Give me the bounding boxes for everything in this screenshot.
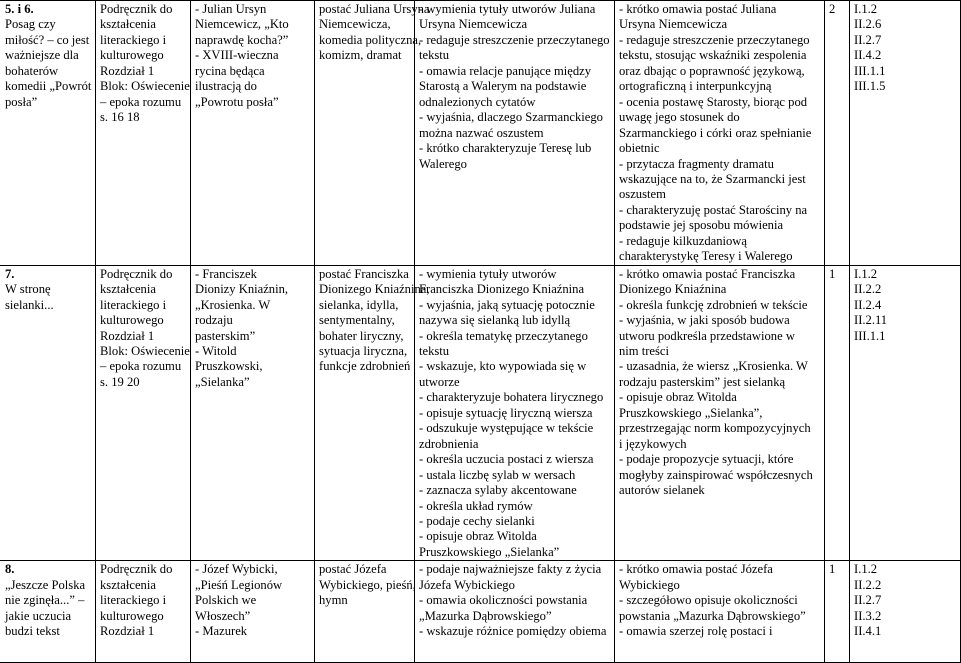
textbook-line: Podręcznik do (100, 266, 173, 281)
basic-requirements-line: „Mazurka Dąbrowskiego” (419, 608, 552, 623)
content-line: komedia polityczna, (319, 32, 422, 47)
lesson-line: budzi tekst (5, 624, 60, 639)
basic-requirements-line: zdrobnienia (419, 436, 479, 451)
extended-requirements-line: powstania „Mazurka Dąbrowskiego” (619, 608, 806, 623)
basic-requirements-line: - omawia okoliczności powstania (419, 593, 588, 608)
textbook-line: Podręcznik do (100, 562, 173, 577)
basic-requirements-line: tekstu (419, 48, 450, 63)
basic-requirements-line: - redaguje streszczenie przeczytanego (419, 32, 610, 47)
textbook-line: Blok: Oświecenie (100, 79, 190, 94)
materials-line: Dionizy Kniaźnin, (195, 282, 289, 297)
lesson-line: bohaterów (5, 63, 59, 78)
standards-line: II.2.4 (854, 297, 882, 312)
basic-requirements-cell (415, 265, 615, 561)
extended-requirements-line: uwagę jego stosunek do (619, 110, 740, 125)
basic-requirements-line: - określa tematykę przeczytanego (419, 328, 588, 343)
textbook-line: kształcenia (100, 17, 156, 32)
materials-line: - Józef Wybicki, (195, 562, 278, 577)
extended-requirements-line: mogłyby zainspirować współczesnych (619, 467, 813, 482)
textbook-line: kulturowego (100, 48, 164, 63)
basic-requirements-line: - wymienia tytuły utworów (419, 266, 557, 281)
content-line: Wybickiego, pieśń, (319, 577, 416, 592)
extended-requirements-line: charakterystykę Teresy i Walerego (619, 249, 793, 264)
basic-requirements-line: - podaje cechy sielanki (419, 513, 535, 528)
materials-line: „Sielanka” (195, 374, 250, 389)
extended-requirements-line: - krótko omawia postać Józefa (619, 562, 773, 577)
basic-requirements-line: Józefa Wybickiego (419, 577, 515, 592)
standards-line: I.1.2 (854, 2, 878, 16)
basic-requirements-line: odnalezionych cytatów (419, 94, 536, 109)
extended-requirements-line: - uzasadnia, że wiersz „Krosienka. W (619, 359, 808, 374)
textbook-line: Rozdział 1 (100, 624, 155, 639)
extended-requirements-line: rodzaju pasterskim” jest sielanką (619, 374, 786, 389)
basic-requirements-line: - wyjaśnia, jaką sytuację potocznie (419, 297, 595, 312)
basic-requirements-line: - wskazuje, kto wypowiada się w (419, 359, 587, 374)
standards-line: II.2.2 (854, 577, 882, 592)
basic-requirements-line: - omawia relacje panujące między (419, 63, 592, 78)
standards-cell (850, 1, 961, 266)
extended-requirements-cell (615, 561, 825, 663)
materials-line: naprawdę kocha?” (195, 32, 289, 47)
materials-line: „Powrotu posła” (195, 94, 279, 109)
materials-line: Niemcewicz, „Kto (195, 17, 289, 32)
basic-requirements-line: - odszukuje występujące w tekście (419, 421, 594, 436)
extended-requirements-line: Pruszkowskiego „Sielanka”, (619, 405, 763, 420)
basic-requirements-line: - krótko charakteryzuje Teresę lub (419, 141, 592, 156)
materials-line: - XVIII-wieczna (195, 48, 279, 63)
standards-line: II.2.7 (854, 32, 882, 47)
textbook-line: – epoka rozumu (100, 94, 182, 109)
materials-line: - Franciszek (195, 266, 257, 281)
basic-requirements-line: można nazwać oszustem (419, 125, 544, 140)
lesson-line: 5. i 6. (5, 2, 34, 16)
lesson-line: nie zginęła...” – (5, 593, 85, 608)
basic-requirements-line: - charakteryzuje bohatera lirycznego (419, 390, 604, 405)
content-cell (315, 1, 430, 266)
standards-line: II.3.2 (854, 608, 882, 623)
textbook-line: kulturowego (100, 608, 164, 623)
standards-cell (850, 561, 961, 663)
content-line: postać Juliana Ursyna (319, 2, 430, 16)
content-line: postać Józefa (319, 562, 387, 577)
standards-line: III.1.1 (854, 63, 886, 78)
textbook-cell (96, 265, 191, 561)
basic-requirements-line: Starostą a Walerym na podstawie (419, 79, 587, 94)
lesson-line: miłość? – co jest (5, 32, 90, 47)
basic-requirements-cell (415, 1, 615, 266)
basic-requirements-line: Franciszka Dionizego Kniaźnina (419, 282, 585, 297)
extended-requirements-line: podstawie jej sposobu mówienia (619, 218, 784, 233)
extended-requirements-line: obietnic (619, 141, 660, 156)
basic-requirements-line: - opisuje obraz Witolda (419, 529, 537, 544)
content-line: sytuacja liryczna, (319, 343, 408, 358)
materials-line: rodzaju (195, 313, 233, 328)
table-row (0, 1, 961, 266)
extended-requirements-line: - podaje propozycje sytuacji, które (619, 452, 794, 467)
extended-requirements-line: - krótko omawia postać Franciszka (619, 266, 796, 281)
materials-line: Włoszech” (195, 608, 251, 623)
extended-requirements-line: - przytacza fragmenty dramatu (619, 156, 774, 171)
content-line: Niemcewicza, (319, 17, 391, 32)
basic-requirements-line: - opisuje sytuację liryczną wiersza (419, 405, 593, 420)
content-line: funkcje zdrobnień (319, 359, 411, 374)
materials-line: Polskich we (195, 593, 257, 608)
extended-requirements-line: utworu podkreśla przedstawione w (619, 328, 795, 343)
extended-requirements-line: - krótko omawia postać Juliana (619, 2, 777, 16)
textbook-line: kształcenia (100, 282, 156, 297)
textbook-line: literackiego i (100, 297, 167, 312)
basic-requirements-line: - określa układ rymów (419, 498, 533, 513)
standards-line: I.1.2 (854, 266, 878, 281)
basic-requirements-line: - określa uczucia postaci z wiersza (419, 452, 594, 467)
basic-requirements-line: nazywa się sielanką lub idyllą (419, 313, 571, 328)
extended-requirements-line: - redaguje kilkuzdaniową (619, 233, 747, 248)
textbook-line: kulturowego (100, 313, 164, 328)
extended-requirements-cell (615, 1, 825, 266)
extended-requirements-cell (615, 265, 825, 561)
extended-requirements-line: Wybickiego (619, 577, 680, 592)
basic-requirements-line: utworze (419, 374, 460, 389)
basic-requirements-line: - podaje najważniejsze fakty z życia (419, 562, 602, 577)
extended-requirements-line: oszustem (619, 187, 666, 202)
standards-line: II.2.2 (854, 282, 882, 297)
textbook-line: s. 19 20 (100, 374, 140, 389)
lesson-line: 8. (5, 562, 15, 577)
materials-line: Pruszkowski, (195, 359, 263, 374)
content-line: Dionizego Kniaźnina, (319, 282, 430, 297)
extended-requirements-line: nim treści (619, 343, 670, 358)
extended-requirements-line: Dionizego Kniaźnina (619, 282, 727, 297)
materials-line: ilustracją do (195, 79, 257, 94)
textbook-line: Rozdział 1 (100, 328, 155, 343)
textbook-line: s. 16 18 (100, 110, 140, 125)
content-line: hymn (319, 593, 348, 608)
textbook-cell (96, 561, 191, 663)
basic-requirements-line: Walerego (419, 156, 467, 171)
materials-line: pasterskim” (195, 328, 256, 343)
lesson-line: posła” (5, 94, 38, 109)
standards-line: II.4.1 (854, 624, 882, 639)
content-line: komizm, dramat (319, 48, 402, 63)
lesson-line: ważniejsze dla (5, 48, 79, 63)
basic-requirements-line: - wymienia tytuły utworów Juliana (419, 2, 596, 16)
extended-requirements-line: - wyjaśnia, w jaki sposób budowa (619, 313, 790, 328)
materials-line: - Witold (195, 343, 237, 358)
textbook-line: Rozdział 1 (100, 63, 155, 78)
table-row (0, 265, 961, 561)
extended-requirements-line: ortograficzną i interpunkcyjną (619, 79, 772, 94)
lesson-line: sielanki... (5, 297, 54, 312)
textbook-line: Blok: Oświecenie (100, 343, 190, 358)
materials-line: „Krosienka. W (195, 297, 271, 312)
standards-line: III.1.1 (854, 328, 886, 343)
standards-line: III.1.5 (854, 79, 886, 94)
basic-requirements-line: tekstu (419, 343, 450, 358)
standards-line: II.2.11 (854, 313, 888, 328)
extended-requirements-line: Ursyna Niemcewicza (619, 17, 728, 32)
extended-requirements-line: - szczegółowo opisuje okoliczności (619, 593, 798, 608)
materials-line: „Pieśń Legionów (195, 577, 283, 592)
extended-requirements-line: wskazujące na to, że Szarmancki jest (619, 171, 806, 186)
textbook-line: kształcenia (100, 577, 156, 592)
textbook-line: literackiego i (100, 593, 167, 608)
extended-requirements-line: przestrzegając norm kompozycyjnych (619, 421, 811, 436)
standards-line: II.2.6 (854, 17, 882, 32)
extended-requirements-line: tekstu, stosując wskaźniki zespolenia (619, 48, 807, 63)
hours-line: 2 (829, 2, 836, 16)
textbook-line: Podręcznik do (100, 2, 173, 16)
materials-line: - Mazurek (195, 624, 248, 639)
content-cell (315, 561, 415, 663)
standards-line: II.2.7 (854, 593, 882, 608)
textbook-line: literackiego i (100, 32, 167, 47)
lesson-line: komedii „Powrót (5, 79, 92, 94)
basic-requirements-line: - wyjaśnia, dlaczego Szarmanckiego (419, 110, 603, 125)
standards-line: I.1.2 (854, 562, 878, 577)
lesson-line: Posag czy (5, 17, 56, 32)
extended-requirements-line: i językowych (619, 436, 687, 451)
extended-requirements-line: oraz dbając o poprawność językową, (619, 63, 805, 78)
basic-requirements-line: - wskazuje różnice pomiędzy obiema (419, 624, 607, 639)
table-row (0, 561, 961, 663)
standards-line: II.4.2 (854, 48, 882, 63)
lesson-line: 7. (5, 266, 15, 281)
basic-requirements-cell (415, 561, 615, 663)
basic-requirements-line: Pruszkowskiego „Sielanka” (419, 544, 560, 559)
content-line: sielanka, idylla, (319, 297, 399, 312)
textbook-cell (96, 1, 191, 266)
content-line: sentymentalny, (319, 313, 395, 328)
basic-requirements-line: Ursyna Niemcewicza (419, 17, 528, 32)
hours-cell (825, 561, 850, 663)
materials-cell (191, 265, 315, 561)
extended-requirements-line: - ocenia postawę Starosty, biorąc pod (619, 94, 808, 109)
extended-requirements-line: - charakteryzuję postać Starościny na (619, 202, 808, 217)
materials-line: - Julian Ursyn (195, 2, 267, 16)
extended-requirements-line: - omawia szerzej rolę postaci i (619, 624, 773, 639)
materials-cell (191, 1, 315, 266)
hours-line: 1 (829, 562, 836, 577)
materials-line: rycina będąca (195, 63, 265, 78)
content-cell (315, 265, 430, 561)
lesson-line: W stronę (5, 282, 51, 297)
lesson-line: „Jeszcze Polska (5, 577, 86, 592)
hours-cell (825, 1, 850, 266)
content-line: bohater liryczny, (319, 328, 404, 343)
textbook-line: – epoka rozumu (100, 359, 182, 374)
basic-requirements-line: - ustala liczbę sylab w wersach (419, 467, 576, 482)
extended-requirements-line: Szarmanckiego i córki oraz spełnianie (619, 125, 812, 140)
extended-requirements-line: - opisuje obraz Witolda (619, 390, 737, 405)
hours-line: 1 (829, 266, 836, 281)
content-line: postać Franciszka (319, 266, 409, 281)
extended-requirements-line: - określa funkcję zdrobnień w tekście (619, 297, 808, 312)
hours-cell (825, 265, 850, 561)
lesson-cell (0, 561, 96, 663)
extended-requirements-line: - redaguje streszczenie przeczytanego (619, 32, 810, 47)
basic-requirements-line: - zaznacza sylaby akcentowane (419, 483, 577, 498)
extended-requirements-line: autorów sielanek (619, 483, 705, 498)
materials-cell (191, 561, 315, 663)
standards-cell (850, 265, 961, 561)
lesson-cell (0, 1, 96, 266)
lesson-line: jakie uczucia (5, 608, 72, 623)
lesson-cell (0, 265, 96, 561)
